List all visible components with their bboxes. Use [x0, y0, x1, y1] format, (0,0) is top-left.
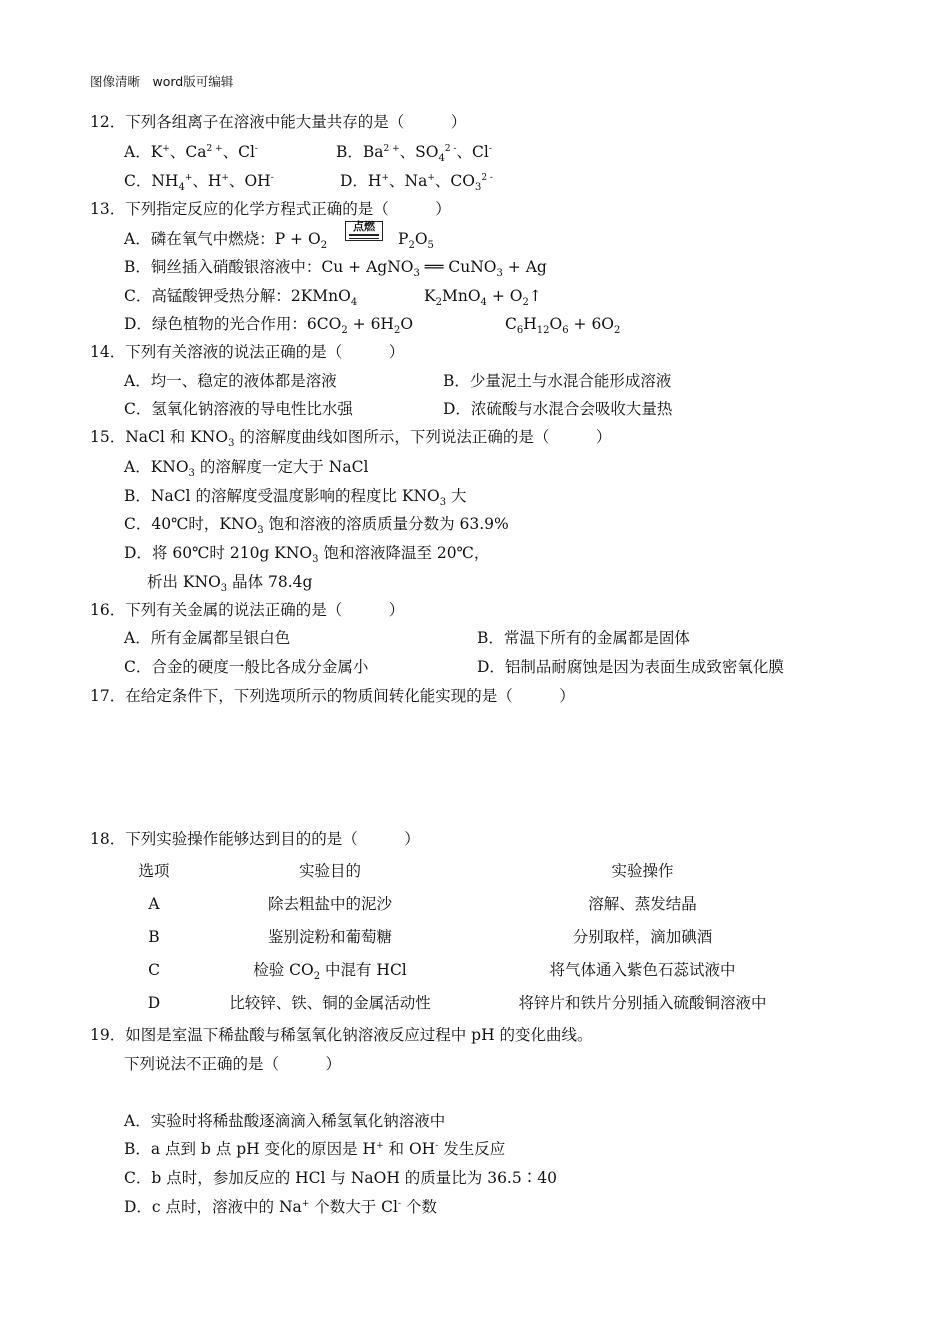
question-17-stem: 17．在给定条件下，下列选项所示的物质间转化能实现的是（ ） — [90, 687, 575, 705]
question-18-stem: 18．下列实验操作能够达到目的的是（ ） — [90, 830, 420, 848]
table-header-operation: 实验操作 — [611, 862, 674, 880]
q13-option-d: D．绿色植物的光合作用：$6CO_2 + 6H_2O$ — [124, 315, 414, 336]
q15-option-a: A．$KNO_3$ 的溶解度一定大于 NaCl — [124, 458, 369, 479]
q16-option-c: C．合金的硬度一般比各成分金属小 — [124, 658, 369, 676]
q12-option-b: B．$Ba^{2 +}$、$SO_4^{2 -}$、Cl- — [336, 143, 492, 164]
page-header: 图像清晰 word版可编辑 — [90, 74, 234, 89]
table-cell: C — [148, 961, 160, 979]
table-cell: 比较锌、铁、铜的金属活动性 — [229, 994, 431, 1012]
q13-option-d-product: $C_6H_{12}O_6 + 6O_2$ — [505, 315, 621, 336]
table-cell: 除去粗盐中的泥沙 — [267, 895, 392, 913]
q19-option-d: D．c 点时，溶液中的 Na+ 个数大于 Cl- 个数 — [124, 1198, 437, 1216]
q13-option-a-product: $P_2O_5$ — [398, 230, 434, 251]
table-cell: D — [147, 994, 161, 1012]
q13-option-c-product: $K_2MnO_4$ + $O_2↑$ — [424, 287, 542, 308]
q14-option-a: A．均一、稳定的液体都是溶液 — [124, 372, 337, 390]
table-header-option: 选项 — [138, 862, 170, 880]
q13-option-a: A．磷在氧气中燃烧：$P + O_2$ — [124, 230, 328, 251]
ignition-condition-box: 点燃 — [345, 221, 383, 241]
table-cell: B — [148, 928, 160, 946]
q16-option-a: A．所有金属都呈银白色 — [124, 629, 291, 647]
q19-option-c: C．b 点时，参加反应的 HCl 与 NaOH 的质量比为 36.5∶40 — [124, 1169, 557, 1187]
table-cell: 鉴别淀粉和葡萄糖 — [267, 928, 392, 946]
q14-option-c: C．氢氧化钠溶液的导电性比水强 — [124, 400, 353, 418]
question-15-stem: 15．NaCl 和 $KNO_3$ 的溶解度曲线如图所示，下列说法正确的是（ ） — [90, 428, 612, 449]
q15-option-c: C．40℃时，$KNO_3$ 饱和溶液的溶质质量分数为 63.9% — [124, 515, 509, 536]
q12-option-a: A．K+、$Ca^{2 +}$、Cl- — [124, 143, 258, 161]
table-cell: 检验 $CO_2$ 中混有 HCl — [253, 961, 407, 982]
q14-option-b: B．少量泥土与水混合能形成溶液 — [443, 372, 672, 390]
q15-option-d: D．将 60℃时 210g $KNO_3$ 饱和溶液降温至 20℃， — [124, 544, 490, 565]
table-cell: 将锌片和铁片分别插入硫酸铜溶液中 — [518, 994, 767, 1012]
table-cell: 将气体通入紫色石蕊试液中 — [549, 961, 736, 979]
q16-option-d: D．铝制品耐腐蚀是因为表面生成致密氧化膜 — [477, 658, 784, 676]
q15-option-d-cont: 析出 $KNO_3$ 晶体 78.4g — [147, 573, 313, 594]
question-14-stem: 14．下列有关溶液的说法正确的是（ ） — [90, 343, 405, 361]
question-16-stem: 16．下列有关金属的说法正确的是（ ） — [90, 601, 405, 619]
q16-option-b: B．常温下所有的金属都是固体 — [477, 629, 690, 647]
q15-option-b: B．NaCl 的溶解度受温度影响的程度比 $KNO_3$ 大 — [124, 487, 467, 508]
q12-option-d: D．H+、Na+、$CO_3^{2 -}$ — [340, 172, 493, 193]
table-cell: 溶解、蒸发结晶 — [588, 895, 697, 913]
question-19-stem: 19．如图是室温下稀盐酸与稀氢氧化钠溶液反应过程中 pH 的变化曲线。 — [90, 1026, 593, 1044]
q19-option-b: B．a 点到 b 点 pH 变化的原因是 H+ 和 OH- 发生反应 — [124, 1140, 506, 1158]
q13-option-c: C．高锰酸钾受热分解：2KMnO$_4$ — [124, 287, 358, 308]
table-cell: 分别取样，滴加碘酒 — [572, 928, 713, 946]
question-19-stem-line2: 下列说法不正确的是（ ） — [124, 1055, 342, 1073]
q19-option-a: A．实验时将稀盐酸逐滴滴入稀氢氧化钠溶液中 — [124, 1112, 446, 1130]
q14-option-d: D．浓硫酸与水混合会吸收大量热 — [443, 400, 673, 418]
table-header-purpose: 实验目的 — [298, 862, 361, 880]
question-13-stem: 13．下列指定反应的化学方程式正确的是（ ） — [90, 200, 451, 218]
q12-option-c: C．$NH_4^+$、H+、OH- — [124, 172, 274, 193]
table-cell: A — [148, 895, 160, 913]
q13-option-b: B．铜丝插入硝酸银溶液中：Cu + AgNO$_3$ ══ CuNO$_3$ + Ag — [124, 258, 547, 279]
question-12-stem: 12．下列各组离子在溶液中能大量共存的是（ ） — [90, 113, 467, 131]
